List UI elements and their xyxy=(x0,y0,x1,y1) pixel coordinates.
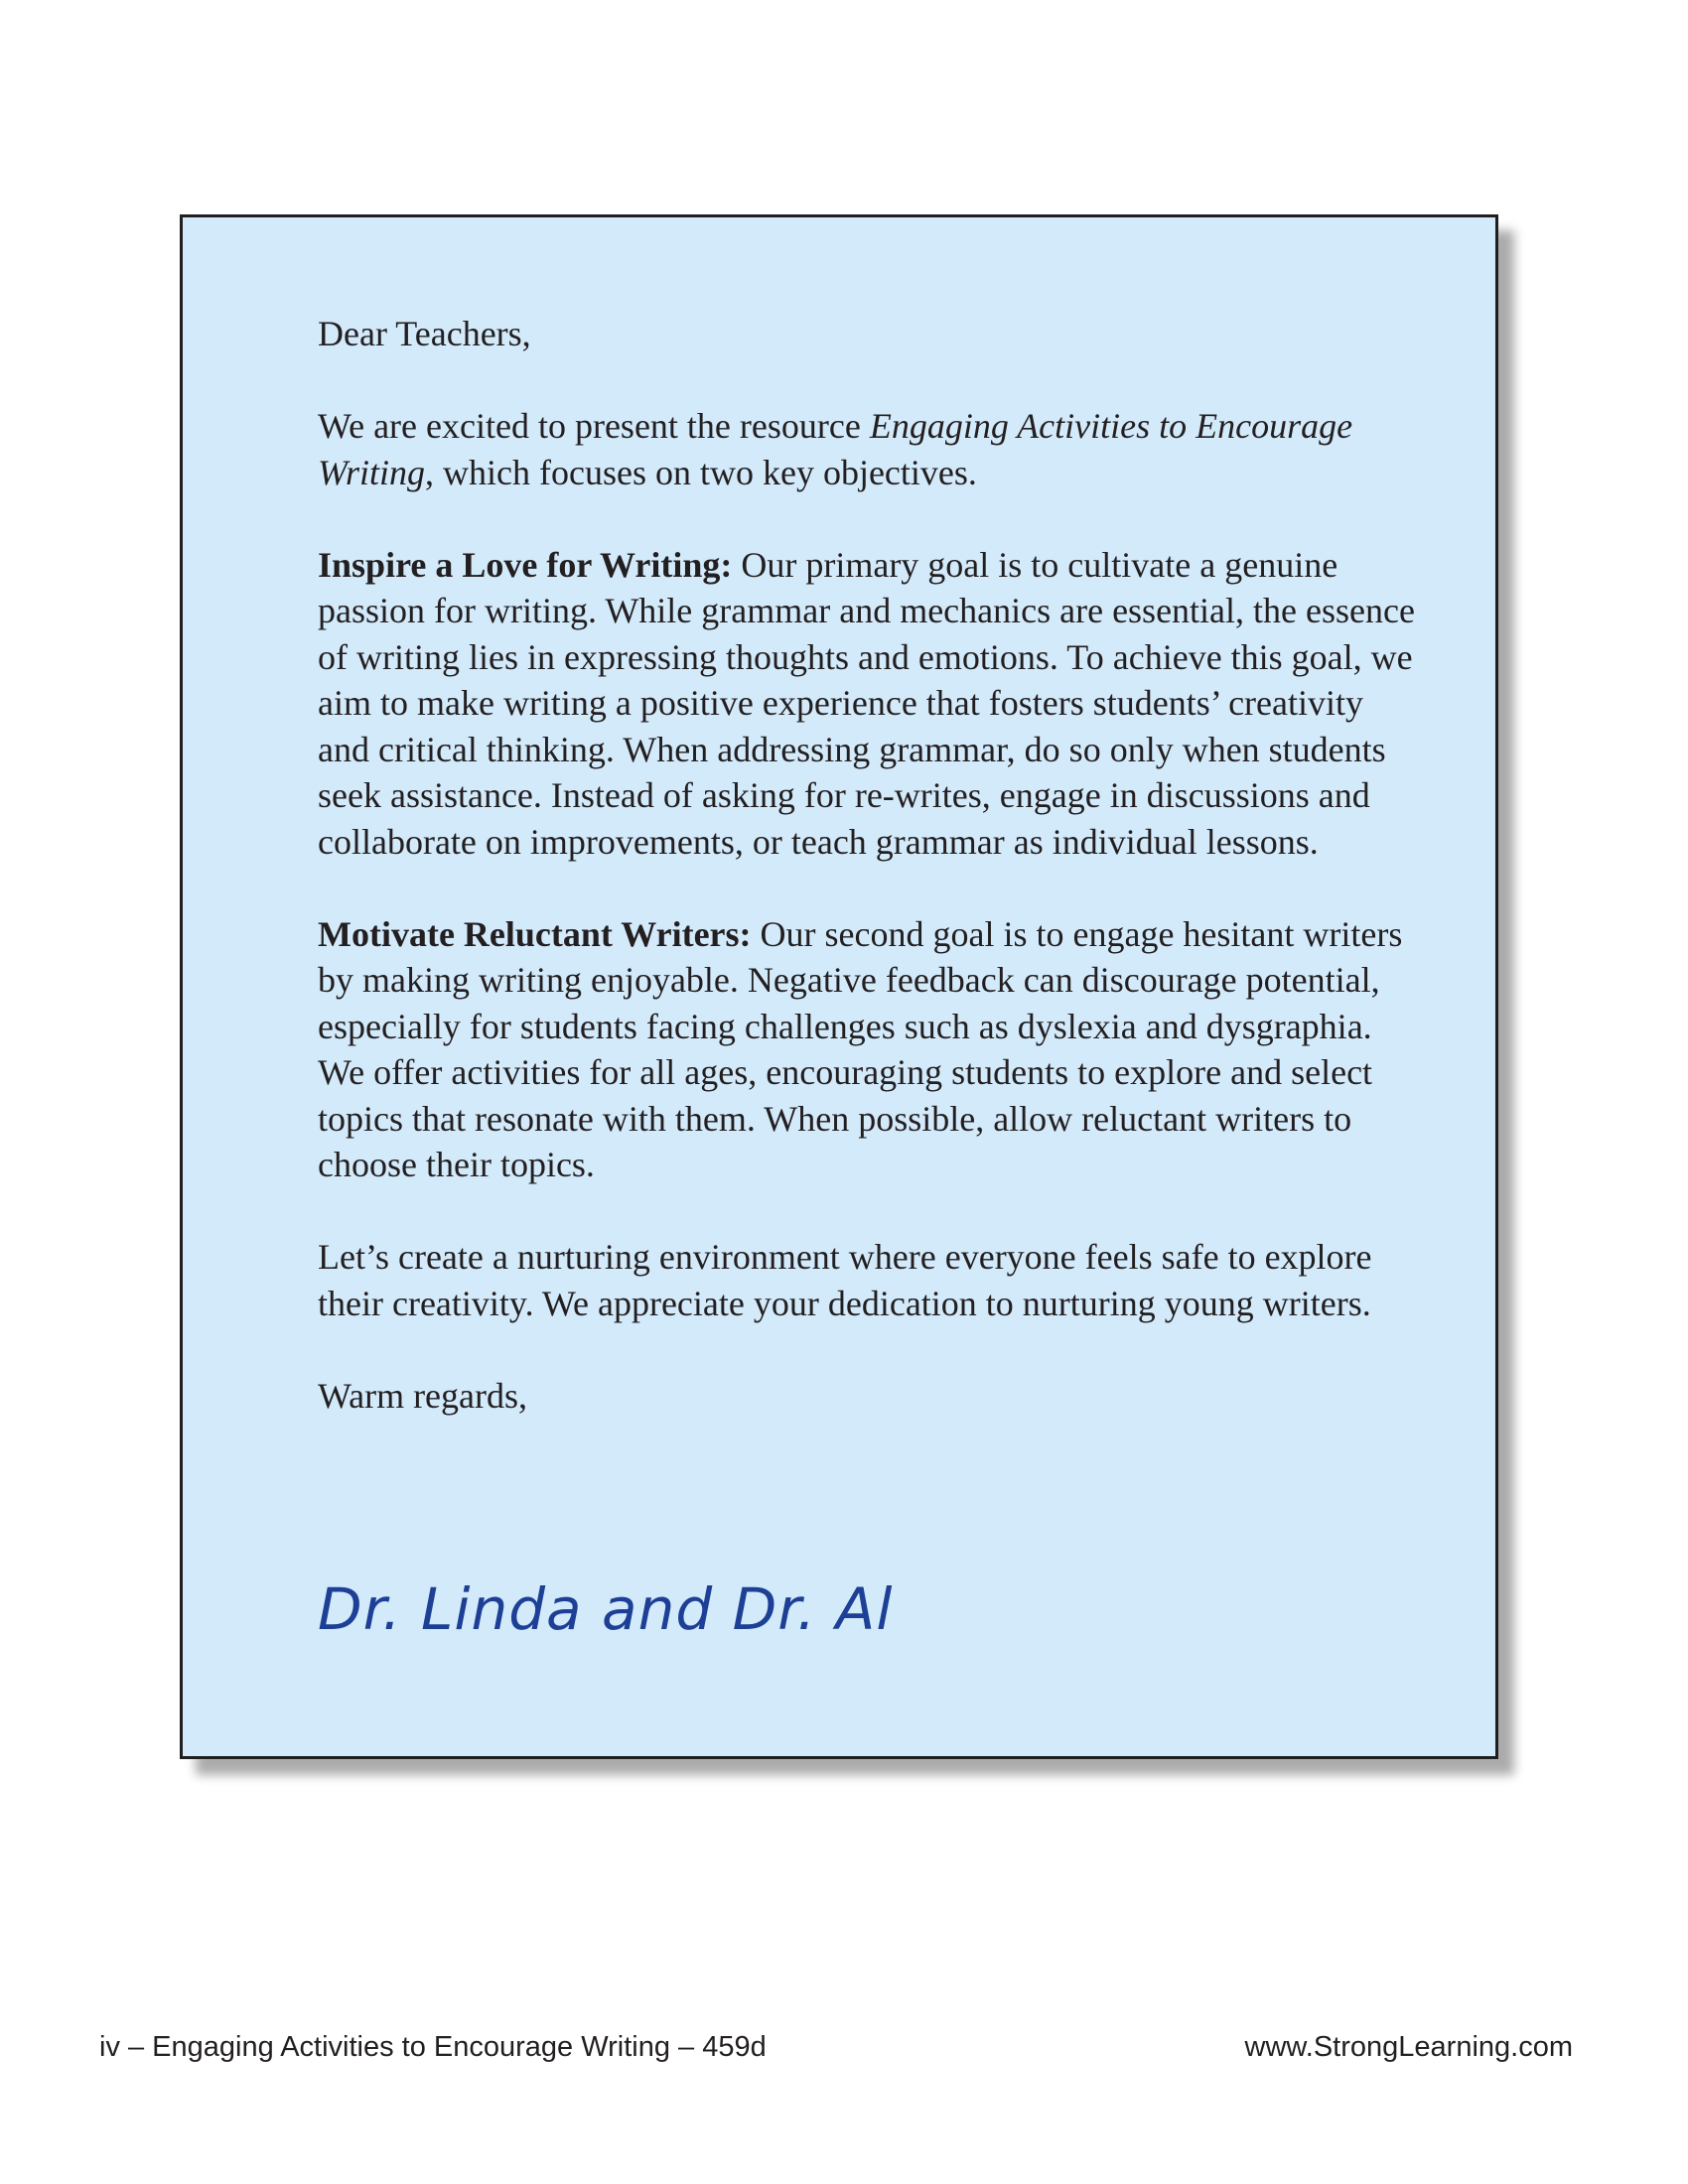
greeting: Dear Teachers, xyxy=(318,314,531,353)
intro-text-before: We are excited to present the resource xyxy=(318,406,870,446)
objective-2-text: Our second goal is to engage hesitant writers by making writing enjoyable. Negative feedback can discourage potential, especially for students facing challenges such as dyslexia and dysgraphia. We offer activities for all ages, encouraging students to explore and select topics that resonate with them. When possible, allow reluctant writers to choose their topics. xyxy=(318,913,1403,1184)
objective-1-heading: Inspire a Love for Writing: xyxy=(318,544,733,585)
letter-box xyxy=(180,214,1498,1759)
signature: Dr. Linda and Dr. Al xyxy=(318,1575,894,1643)
intro-paragraph xyxy=(318,403,1420,495)
sign-off: Warm regards, xyxy=(318,1375,528,1416)
objective-2-paragraph xyxy=(318,911,1420,1188)
objective-1-paragraph xyxy=(318,542,1420,866)
closing-paragraph: Let’s create a nurturing environment where everyone feels safe to explore their creativity. We appreciate your dedication to nurturing young writers. xyxy=(318,1237,1372,1323)
footer-page-info: iv – Engaging Activities to Encourage Writing – 459d xyxy=(99,2031,767,2063)
objective-1-text: Our primary goal is to cultivate a genuine passion for writing. While grammar and mechanics are essential, the essence of writing lies in expressing thoughts and emotions. To achieve this goal, we aim to make writing a positive experience that fosters students’ creativity and critical thinking. When addressing grammar, do so only when students seek assistance. Instead of asking for re-writes, engage in discussions and collaborate on improvements, or teach grammar as individual lessons. xyxy=(318,544,1415,862)
letter-body xyxy=(318,311,1420,1465)
intro-text-after: , which focuses on two key objectives. xyxy=(425,452,977,492)
footer-website: www.StrongLearning.com xyxy=(1244,2031,1573,2063)
resource-title: Engaging Activities to Encourage Writing xyxy=(318,406,1353,492)
objective-2-heading: Motivate Reluctant Writers: xyxy=(318,913,752,954)
